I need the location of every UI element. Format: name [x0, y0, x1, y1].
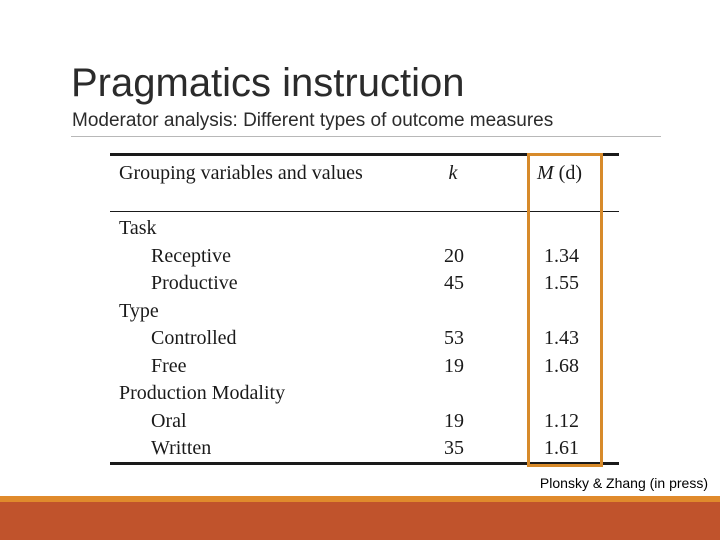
row-label: Oral	[151, 409, 187, 432]
row-label: Written	[151, 437, 212, 459]
row-m-value: 1.12	[544, 409, 579, 432]
m-column-highlight-box	[527, 153, 603, 467]
title-divider	[71, 136, 661, 137]
row-label: Production Modality	[119, 382, 286, 404]
row-m-value: 1.68	[544, 354, 579, 377]
row-k-value: 53	[444, 327, 464, 349]
row-label: Type	[119, 299, 159, 322]
row-k-value: 19	[444, 354, 464, 377]
row-k-value: 20	[444, 244, 464, 267]
row-m-value: 1.61	[544, 437, 579, 459]
row-m-value: 1.34	[544, 244, 579, 267]
row-k-value: 45	[444, 272, 464, 294]
header-k: k	[448, 162, 458, 184]
slide-title: Pragmatics instruction	[71, 61, 465, 105]
footer-bar	[0, 502, 720, 540]
header-m-rest: (d)	[553, 162, 582, 184]
slide-subtitle: Moderator analysis: Different types of outcome measures	[72, 110, 554, 131]
citation: Plonsky & Zhang (in press)	[539, 475, 708, 491]
row-k-value: 19	[444, 409, 464, 432]
header-grouping-variables: Grouping variables and values	[119, 162, 363, 184]
row-m-value: 1.43	[544, 327, 579, 349]
row-label: Productive	[151, 272, 238, 294]
header-m-letter: M	[537, 162, 554, 184]
row-label: Controlled	[151, 327, 237, 349]
row-label: Task	[119, 217, 157, 239]
row-label: Free	[151, 354, 187, 377]
row-k-value: 35	[444, 437, 464, 459]
row-label: Receptive	[151, 244, 231, 267]
row-m-value: 1.55	[544, 272, 579, 294]
